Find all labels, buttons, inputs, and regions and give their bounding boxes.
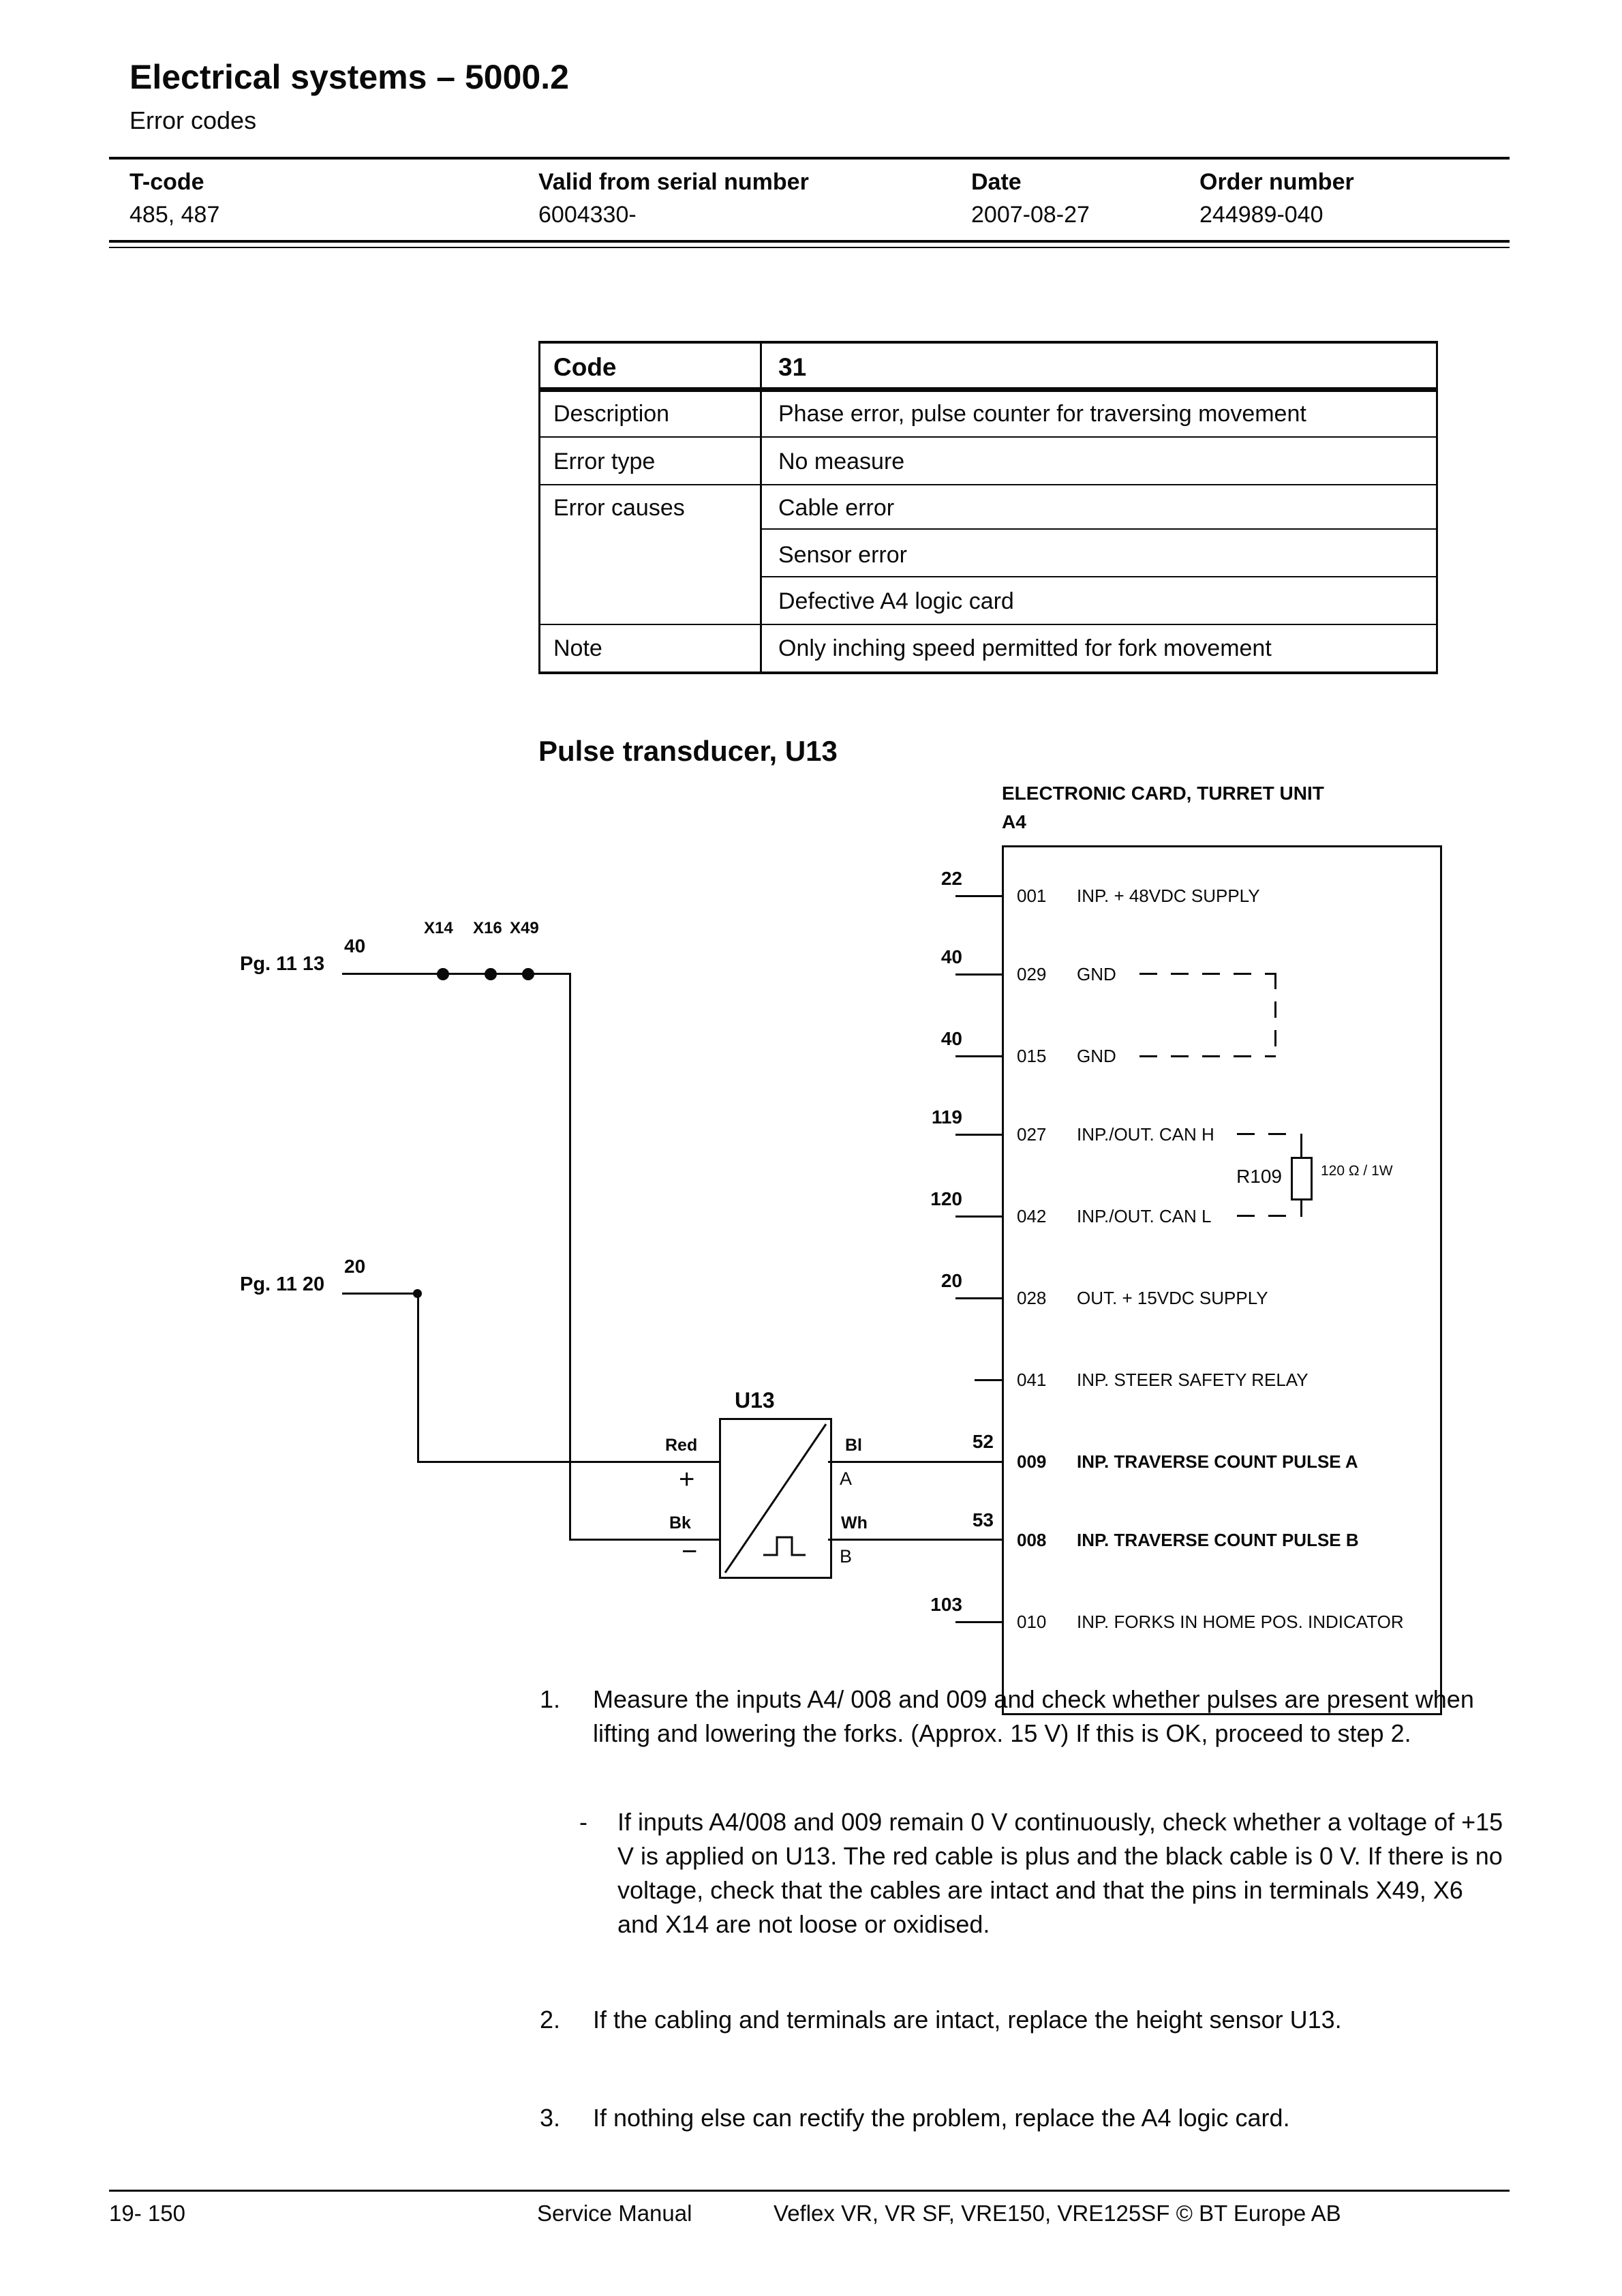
- pin-number: 010: [1017, 1612, 1047, 1632]
- header-rule-bottom-thin: [109, 247, 1510, 248]
- wire-40-vertical: [569, 973, 571, 1541]
- table-causes-label: Error causes: [553, 495, 685, 521]
- step-item-3: [540, 2101, 1508, 2135]
- footer-models: Veflex VR, VR SF, VRE150, VRE125SF © BT Europe AB: [774, 2201, 1341, 2226]
- pin-number: 041: [1017, 1370, 1047, 1390]
- pin-label: INP. + 48VDC SUPPLY: [1077, 886, 1260, 906]
- table-code-label: Code: [553, 353, 617, 381]
- step-subitem-1a: [579, 1805, 1506, 1942]
- table-row-line-partial: [760, 528, 1438, 530]
- table-note-value: Only inching speed permitted for fork movement: [778, 635, 1272, 661]
- cable-label-bl: Bl: [845, 1436, 862, 1455]
- pin-stub: [955, 1134, 1002, 1136]
- wire-20-label: 20: [344, 1256, 366, 1277]
- page-title: Electrical systems – 5000.2: [129, 58, 569, 96]
- footer-rule: [109, 2190, 1510, 2192]
- table-header-separator: [538, 387, 1438, 392]
- electronic-card-box: [1002, 845, 1442, 1715]
- order-label: Order number: [1199, 169, 1354, 195]
- polarity-plus: +: [679, 1464, 695, 1494]
- pin-label: OUT. + 15VDC SUPPLY: [1077, 1288, 1268, 1308]
- cable-label-bk: Bk: [669, 1513, 691, 1532]
- resistor-symbol: [1291, 1157, 1313, 1200]
- page-reference-top: Pg. 11 13: [240, 953, 325, 975]
- step-text: If inputs A4/008 and 009 remain 0 V continuously, check whether a voltage of +15 V is applied on U13. The red cable is plus and the black cable is 0 V. If there is no voltage, check that the cables are intact and that the pins in terminals X49, X6 and X14 are not loose or oxidised.: [617, 1808, 1503, 1938]
- pin-label: GND: [1077, 964, 1116, 984]
- serial-value: 6004330-: [538, 202, 637, 228]
- card-ref: A4: [1002, 811, 1026, 832]
- terminal-label-x16: X16: [473, 919, 502, 937]
- table-column-divider: [760, 341, 762, 674]
- pin-number: 008: [1017, 1530, 1047, 1550]
- table-border-right: [1436, 341, 1438, 674]
- pin-number: 015: [1017, 1046, 1047, 1066]
- pin-label: INP. FORKS IN HOME POS. INDICATOR: [1077, 1612, 1404, 1632]
- polarity-minus: −: [682, 1537, 698, 1567]
- page-reference-bottom: Pg. 11 20: [240, 1273, 325, 1295]
- header-rule-bottom: [109, 240, 1510, 243]
- wire-40-horizontal: [342, 973, 571, 975]
- wire-red-horizontal: [417, 1461, 720, 1463]
- wire-20-horizontal: [342, 1293, 418, 1295]
- pin-stub: [955, 1621, 1002, 1623]
- wire-40-label: 40: [344, 935, 366, 956]
- gnd-dashed-bottom: [1139, 1055, 1276, 1057]
- cable-label-red: Red: [665, 1436, 698, 1455]
- pin-label: INP. TRAVERSE COUNT PULSE A: [1077, 1451, 1358, 1472]
- date-label: Date: [971, 169, 1022, 195]
- table-border-left: [538, 341, 540, 674]
- table-row-line: [538, 436, 1438, 438]
- step-marker: 2.: [540, 2006, 561, 2034]
- gnd-dashed-vertical: [1274, 973, 1276, 1057]
- pin-label: INP. TRAVERSE COUNT PULSE B: [1077, 1530, 1359, 1550]
- pin-stub: [955, 895, 1002, 897]
- order-value: 244989-040: [1199, 202, 1323, 228]
- table-error-type-value: No measure: [778, 449, 905, 474]
- step-marker: 3.: [540, 2104, 561, 2132]
- wire-number: 103: [930, 1594, 962, 1615]
- table-border-bottom: [538, 671, 1438, 674]
- table-cause-item: Cable error: [778, 495, 895, 521]
- pin-label: INP./OUT. CAN L: [1077, 1206, 1212, 1226]
- wire-number: 40: [940, 946, 962, 967]
- pin-stub: [955, 1055, 1002, 1057]
- can-h-dashed: [1237, 1133, 1297, 1135]
- wire-number: 22: [940, 868, 962, 889]
- table-border-top: [538, 341, 1438, 344]
- page-subtitle: Error codes: [129, 106, 257, 134]
- wire-bl-horizontal: [828, 1461, 1004, 1463]
- pin-stub: [955, 1297, 1002, 1299]
- transducer-symbol: [721, 1420, 830, 1577]
- step-item-1: [540, 1682, 1508, 1751]
- table-row-line: [538, 484, 1438, 485]
- table-note-label: Note: [553, 635, 602, 661]
- header-rule-top: [109, 157, 1510, 160]
- table-row-line-partial: [760, 576, 1438, 577]
- resistor-ref: R109: [1236, 1166, 1282, 1187]
- t-code-label: T-code: [129, 169, 204, 195]
- table-description-label: Description: [553, 401, 670, 427]
- footer-doc-title: Service Manual: [537, 2201, 692, 2226]
- step-text: If the cabling and terminals are intact, replace the height sensor U13.: [593, 2006, 1342, 2034]
- step-marker: 1.: [540, 1685, 561, 1713]
- wire-number: 52: [972, 1431, 994, 1452]
- wire-number: 120: [930, 1188, 962, 1209]
- table-cause-item: Defective A4 logic card: [778, 588, 1014, 614]
- wire-number: 20: [940, 1270, 962, 1291]
- terminal-dot-x14: [437, 968, 449, 980]
- pin-number: 042: [1017, 1206, 1047, 1226]
- terminal-dot-x49: [522, 968, 534, 980]
- pin-number: 009: [1017, 1451, 1047, 1472]
- pin-label: INP./OUT. CAN H: [1077, 1124, 1214, 1145]
- pin-stub: [955, 1215, 1002, 1218]
- card-title: ELECTRONIC CARD, TURRET UNIT: [1002, 783, 1324, 804]
- wire-number: 53: [972, 1509, 994, 1530]
- terminal-label-x14: X14: [424, 919, 453, 937]
- serial-label: Valid from serial number: [538, 169, 809, 195]
- resistor-rating: 120 Ω / 1W: [1321, 1163, 1393, 1179]
- wire-number: 119: [931, 1106, 962, 1128]
- channel-label-b: B: [840, 1546, 853, 1567]
- pin-number: 028: [1017, 1288, 1047, 1308]
- terminal-label-x49: X49: [510, 919, 539, 937]
- footer-page-number: 19- 150: [109, 2201, 185, 2226]
- channel-label-a: A: [840, 1468, 853, 1489]
- gnd-dashed-top: [1139, 973, 1276, 975]
- transducer-box: [719, 1418, 832, 1579]
- table-row-line: [538, 624, 1438, 625]
- step-text: If nothing else can rectify the problem, replace the A4 logic card.: [593, 2104, 1290, 2132]
- wire-number: 40: [940, 1028, 962, 1049]
- wire-wh-horizontal: [828, 1539, 1004, 1541]
- pin-number: 001: [1017, 886, 1047, 906]
- pin-label: GND: [1077, 1046, 1116, 1066]
- pin-number: 027: [1017, 1124, 1047, 1145]
- t-code-value: 485, 487: [129, 202, 220, 228]
- cable-label-wh: Wh: [841, 1513, 868, 1532]
- can-l-dashed: [1237, 1215, 1297, 1217]
- step-text: Measure the inputs A4/ 008 and 009 and check whether pulses are present when lifting and lowering the forks. (Approx. 15 V) If this is OK, proceed to step 2.: [593, 1685, 1474, 1747]
- step-item-2: [540, 2003, 1508, 2037]
- pin-stub: [955, 973, 1002, 976]
- wire-20-vertical: [417, 1293, 419, 1463]
- section-heading: Pulse transducer, U13: [538, 735, 838, 767]
- table-description-value: Phase error, pulse counter for traversing movement: [778, 401, 1306, 427]
- table-error-type-label: Error type: [553, 449, 656, 474]
- step-marker: -: [579, 1808, 587, 1836]
- table-cause-item: Sensor error: [778, 542, 907, 568]
- pin-number: 029: [1017, 964, 1047, 984]
- wire-bk-horizontal: [569, 1539, 720, 1541]
- pin-stub: [975, 1379, 1002, 1381]
- date-value: 2007-08-27: [971, 202, 1090, 228]
- transducer-ref: U13: [735, 1388, 775, 1413]
- table-code-value: 31: [778, 353, 807, 381]
- terminal-dot-x16: [485, 968, 497, 980]
- pin-label: INP. STEER SAFETY RELAY: [1077, 1370, 1309, 1390]
